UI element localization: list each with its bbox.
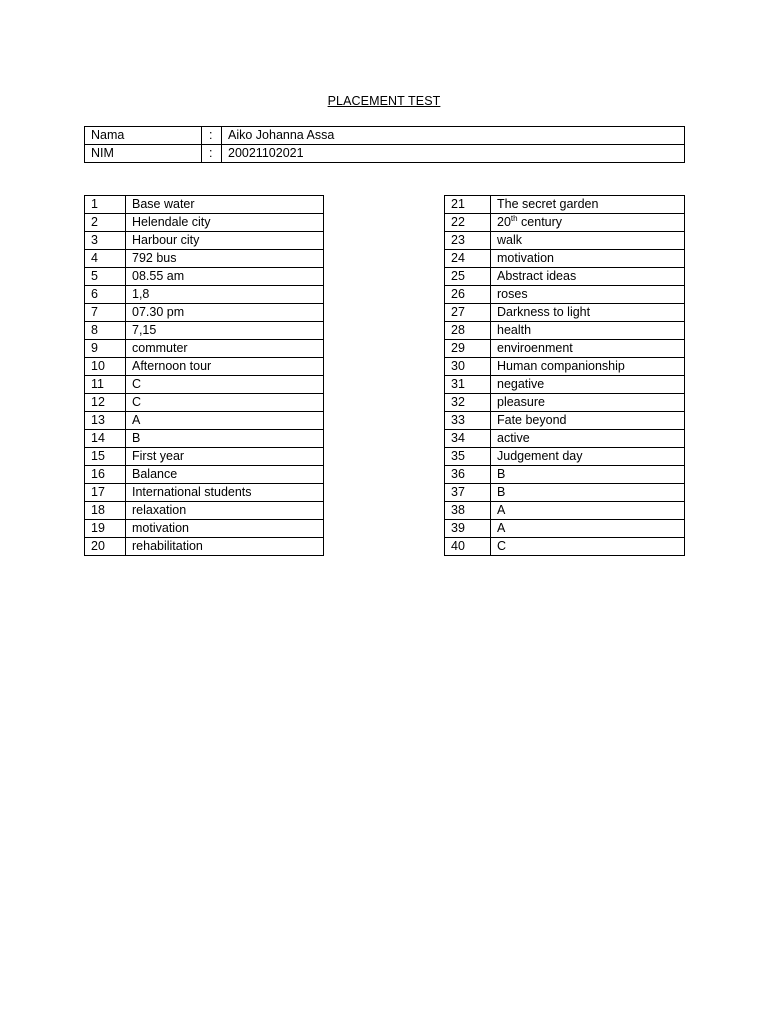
answer-cell: Harbour city [126,232,324,250]
answer-row [85,502,324,520]
answer-row [445,394,685,412]
question-number: 20 [85,538,126,556]
answer-cell: 08.55 am [126,268,324,286]
answer-row [445,430,685,448]
answer-cell: 07.30 pm [126,304,324,322]
answer-row [445,286,685,304]
answer-row [85,430,324,448]
answer-cell: A [491,520,685,538]
answer-cell [491,214,685,232]
answer-cell: roses [491,286,685,304]
page-title: PLACEMENT TEST [327,94,441,108]
info-label: Nama [85,127,202,145]
answer-row [445,376,685,394]
question-number: 5 [85,268,126,286]
info-row-name [85,127,685,145]
question-number: 2 [85,214,126,232]
question-number: 18 [85,502,126,520]
answer-row [85,448,324,466]
answer-row [445,538,685,556]
answer-cell: B [491,466,685,484]
question-number: 26 [445,286,491,304]
question-number: 30 [445,358,491,376]
question-number: 40 [445,538,491,556]
answer-row [445,196,685,214]
question-number: 9 [85,340,126,358]
question-number: 24 [445,250,491,268]
answer-row [85,466,324,484]
answer-row [445,232,685,250]
answer-row [85,412,324,430]
student-info-table [84,126,685,163]
answer-cell: B [491,484,685,502]
answer-cell: negative [491,376,685,394]
question-number: 13 [85,412,126,430]
answer-row [85,250,324,268]
answer-row [85,376,324,394]
question-number: 7 [85,304,126,322]
answer-cell: active [491,430,685,448]
question-number: 1 [85,196,126,214]
answer-row [85,214,324,232]
answer-cell: motivation [491,250,685,268]
question-number: 23 [445,232,491,250]
question-number: 16 [85,466,126,484]
answer-row [85,358,324,376]
answer-cell: First year [126,448,324,466]
question-number: 3 [85,232,126,250]
question-number: 27 [445,304,491,322]
answer-cell: 7,15 [126,322,324,340]
answer-row [85,286,324,304]
answer-row [85,520,324,538]
answer-cell: Base water [126,196,324,214]
answer-cell: 1,8 [126,286,324,304]
answer-cell: relaxation [126,502,324,520]
answer-cell: A [491,502,685,520]
answer-cell: A [126,412,324,430]
answer-row [445,322,685,340]
question-number: 31 [445,376,491,394]
info-value: Aiko Johanna Assa [222,127,685,145]
answer-cell: International students [126,484,324,502]
answer-row [445,304,685,322]
answer-cell: commuter [126,340,324,358]
answer-row [85,538,324,556]
answer-cell: C [491,538,685,556]
answer-cell: rehabilitation [126,538,324,556]
answer-cell: Afternoon tour [126,358,324,376]
answer-row [445,268,685,286]
answer-row [85,232,324,250]
answer-cell: pleasure [491,394,685,412]
answer-cell: Human companionship [491,358,685,376]
question-number: 37 [445,484,491,502]
question-number: 38 [445,502,491,520]
question-number: 11 [85,376,126,394]
answer-row [445,412,685,430]
answer-cell: Abstract ideas [491,268,685,286]
question-number: 12 [85,394,126,412]
answer-cell: 792 bus [126,250,324,268]
question-number: 33 [445,412,491,430]
answer-row [85,268,324,286]
answer-cell: Judgement day [491,448,685,466]
answer-row [445,520,685,538]
answer-cell: B [126,430,324,448]
info-value: 20021102021 [222,145,685,163]
question-number: 36 [445,466,491,484]
answers-table-left [84,195,324,556]
answer-cell: Balance [126,466,324,484]
question-number: 21 [445,196,491,214]
answer-cell: health [491,322,685,340]
answer-row [85,304,324,322]
answer-row [85,322,324,340]
answer-cell: Fate beyond [491,412,685,430]
question-number: 32 [445,394,491,412]
question-number: 15 [85,448,126,466]
answer-suffix: century [517,215,563,229]
answer-row [445,466,685,484]
answer-row [85,394,324,412]
answer-cell: Darkness to light [491,304,685,322]
answer-row [445,358,685,376]
info-row-nim [85,145,685,163]
answer-cell: walk [491,232,685,250]
question-number: 22 [445,214,491,232]
info-separator: : [202,145,222,163]
question-number: 10 [85,358,126,376]
answer-row [85,484,324,502]
answer-cell: enviroenment [491,340,685,358]
answer-row [85,340,324,358]
question-number: 34 [445,430,491,448]
info-label: NIM [85,145,202,163]
answers-table-right [444,195,685,556]
question-number: 8 [85,322,126,340]
question-number: 39 [445,520,491,538]
question-number: 14 [85,430,126,448]
info-separator: : [202,127,222,145]
question-number: 29 [445,340,491,358]
answer-superscript: th [510,213,518,223]
answer-row [445,250,685,268]
answer-cell: The secret garden [491,196,685,214]
answer-cell: C [126,376,324,394]
question-number: 25 [445,268,491,286]
answer-row [445,484,685,502]
question-number: 17 [85,484,126,502]
answer-row [445,448,685,466]
answer-row [445,340,685,358]
answer-row [445,502,685,520]
answer-cell: motivation [126,520,324,538]
question-number: 28 [445,322,491,340]
answer-cell: Helendale city [126,214,324,232]
answer-text: 20 [497,215,511,229]
answer-cell: C [126,394,324,412]
question-number: 4 [85,250,126,268]
question-number: 35 [445,448,491,466]
question-number: 19 [85,520,126,538]
question-number: 6 [85,286,126,304]
answer-row [85,196,324,214]
answer-row [445,214,685,232]
